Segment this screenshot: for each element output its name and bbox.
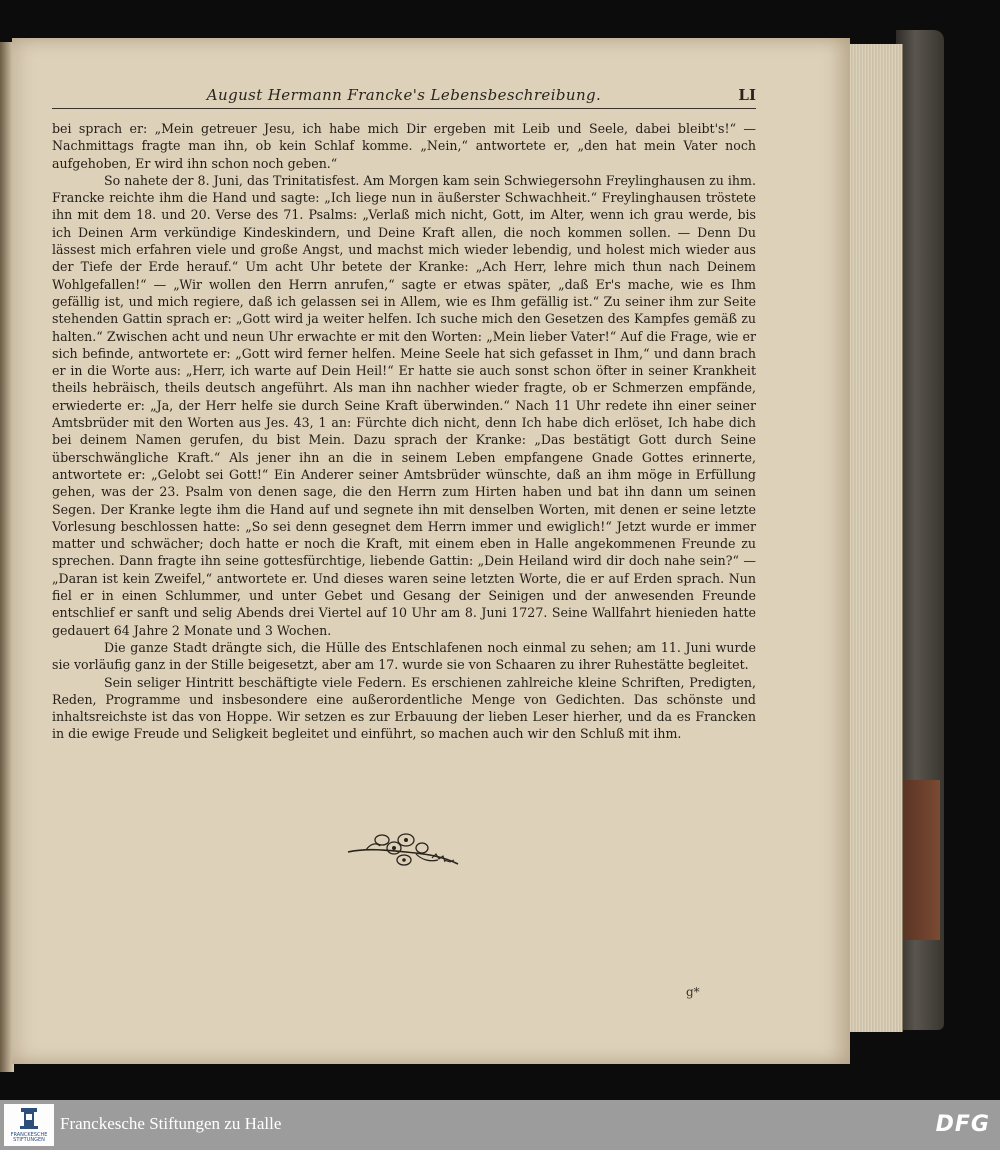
cover-worn-band xyxy=(902,780,940,940)
running-title: August Hermann Francke's Lebensbeschreibung. xyxy=(206,86,602,104)
page-number: LI xyxy=(738,86,756,104)
footer-bar xyxy=(0,1100,1000,1150)
francke-foundations-logo-icon[interactable] xyxy=(4,1104,54,1146)
paragraph-2: So nahete der 8. Juni, das Trinitatisfest. Am Morgen kam sein Schwiegersohn Freylinghausen zu ihm. Francke reichte ihm die Hand und sagte: „Ich liege nun in äußerster Schwachheit.“ Freylinghausen tröstete ihn mit dem 18. und 20. Verse des 71. Psalms: „Verlaß mich nicht, Gott, im Alter, wenn ich grau werde, bis ich Deinen Arm verkündige Kindeskindern, und Deine Kraft allen, die noch kommen sollen. — Denn Du lässest mich erfahren viele und große Angst, und machst mich wieder lebendig, und holest mich wieder aus der Tiefe der Erde herauf.“ Um acht Uhr betete der Kranke: „Ach Herr, lehre mich thun nach Deinem Wohlgefallen!“ — „Wir wollen den Herrn anrufen,“ sagte er etwas später, „daß Er's mache, wie es Ihm gefällig ist, und mich regiere, daß ich gelassen sei in Allem, wie es Ihm gefällig ist.“ Zu seiner ihm zur Seite stehenden Gattin sprach er: „Gott wird ja weiter helfen. Ich suche mich den Gesetzen des Kampfes gemäß zu halten.“ Zwischen acht und neun Uhr erwachte er mit den Worten: „Mein lieber Vater!“ Auf die Frage, wie er sich befinde, antwortete er: „Gott wird ferner helfen. Meine Seele hat sich gefasset in Ihm,“ und dann brach er in die Worte aus: „Herr, ich warte auf Dein Heil!“ Er hatte sie auch sonst schon öfter in seiner Krankheit theils hebräisch, theils deutsch angeführt. Als man ihn nachher wieder fragte, ob er Schmerzen empfände, erwiederte er: „Ja, der Herr helfe sie durch Seine Kraft überwinden.“ Nach 11 Uhr redete ihn einer seiner Amtsbrüder mit den Worten aus Jes. 43, 1 an: Fürchte dich nicht, denn Ich habe dich erlöset, Ich habe dich bei deinem Namen gerufen, du bist Mein. Dazu sprach der Kranke: „Das bestätigt Gott durch Seine überschwängliche Kraft.“ Als jener ihn an die in seinem Leben empfangene Gnade Gottes erinnerte, antwortete er: „Gelobt sei Gott!“ Ein Anderer seiner Amtsbrüder wünschte, daß an ihm möge in Erfüllung gehen, was der 23. Psalm von denen sage, die den Herrn zum Hirten haben und bat ihn dann um seinen Segen. Der Kranke legte ihm die Hand auf und segnete ihn mit denselben Worten, mit denen er seine letzte Vorlesung beschlossen hatte: „So sei denn gesegnet dem Herrn immer und ewiglich!“ Jetzt wurde er immer matter und schwächer; doch hatte er noch die Kraft, mit einem eben in Halle angekommenen Freunde zu sprechen. Dann fragte ihn seine gottesfürchtige, liebende Gattin: „Dein Heiland wird dir doch nahe sein?“ — „Daran ist kein Zweifel,“ antwortete er. Und dieses waren seine letzten Worte, die er auf Erden sprach. Nun fiel er in einen Schlummer, und unter Gebet und Gesang der Seinigen und der anwesenden Freunde entschlief er sanft und selig Abends drei Viertel auf 10 Uhr am 8. Juni 1727. Seine Wallfahrt hienieden hatte gedauert 64 Jahre 2 Monate und 3 Wochen. xyxy=(52,172,756,638)
page-stack-edge xyxy=(846,44,903,1032)
logo-caption-line-1: FRANCKESCHE xyxy=(10,1132,48,1138)
dfg-logo[interactable]: DFG xyxy=(935,1112,990,1137)
logo-caption-line-2: STIFTUNGEN xyxy=(13,1137,45,1143)
text-body xyxy=(52,120,756,743)
signature-mark: g* xyxy=(686,985,700,999)
running-head xyxy=(52,86,756,109)
floral-vignette-icon xyxy=(346,830,460,874)
institution-name-link[interactable]: Franckesche Stiftungen zu Halle xyxy=(60,1114,282,1133)
logo-emblem-icon xyxy=(4,1104,54,1134)
paragraph-1: bei sprach er: „Mein getreuer Jesu, ich habe mich Dir ergeben mit Leib und Seele, dabei bleibt's!“ — Nachmittags fragte man ihn, ob kein Schlaf komme. „Nein,“ antwortete er, „den hat mein Vater noch aufgehoben, Er wird ihn schon noch geben.“ xyxy=(52,121,756,171)
paragraph-3: Die ganze Stadt drängte sich, die Hülle des Entschlafenen noch einmal zu sehen; am 11. Juni wurde sie vorläufig ganz in der Stille beigesetzt, aber am 17. wurde sie von Schaaren zu ihrer Ruhestätte begleitet. xyxy=(52,639,756,673)
logo-caption xyxy=(4,1133,54,1143)
paragraph-4: Sein seliger Hintritt beschäftigte viele Federn. Es erschienen zahlreiche kleine Schriften, Predigten, Reden, Programme und insbesondere eine außerordentliche Menge von Gedichten. Das schönste und inhaltsreichste ist das von Hoppe. Wir setzen es zur Erbauung der lieben Leser hierher, und da es Francken in die ewige Freude und Seligkeit begleitet und einführt, so machen auch wir den Schluß mit ihm. xyxy=(52,674,756,742)
